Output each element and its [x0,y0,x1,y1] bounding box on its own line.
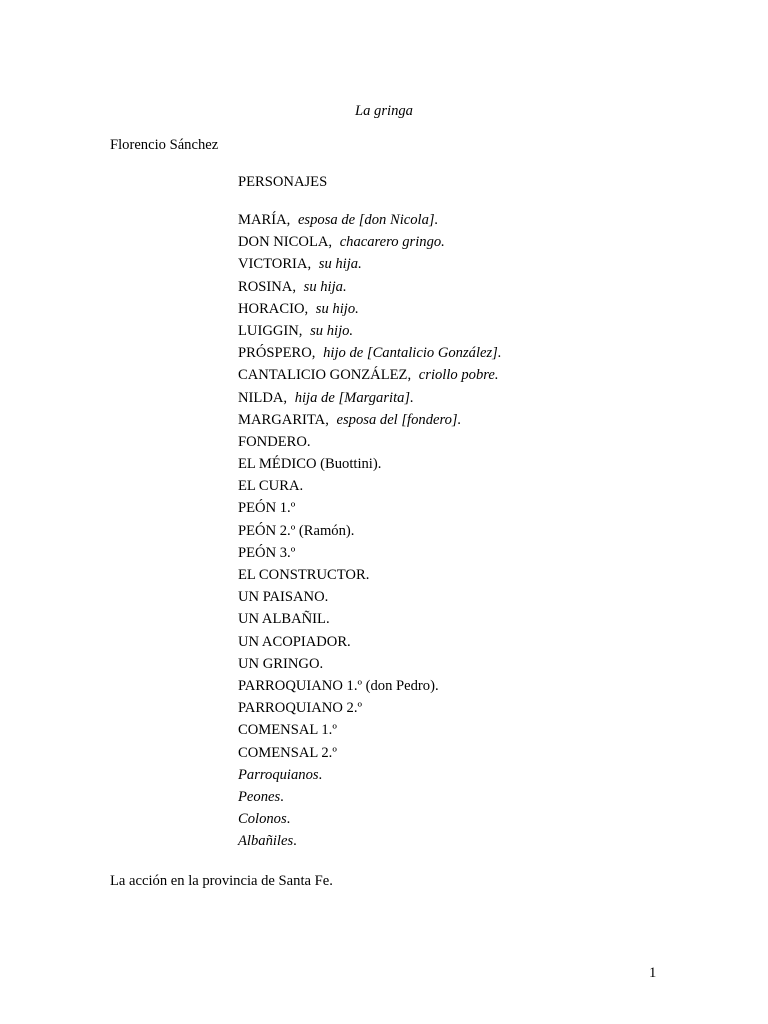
character-name: PEÓN 3.º [238,544,296,561]
cast-item [238,766,502,788]
character-role: su hija. [303,278,347,295]
character-role: esposa del [fondero]. [336,411,462,428]
character-role: su hija. [318,256,362,273]
character-name-suffix: . [318,766,323,783]
cast-item [238,677,502,699]
cast-item [238,610,502,632]
cast-list [238,211,502,854]
cast-item [238,366,502,388]
character-role: chacarero gringo. [339,234,445,251]
character-name: PRÓSPERO, [238,345,316,362]
cast-item [238,544,502,566]
cast-item [238,633,502,655]
cast-item [238,255,502,277]
character-role: hija de [Margarita]. [294,389,414,406]
character-name: FONDERO. [238,433,311,450]
character-role: su hijo. [310,322,354,339]
character-name: EL CURA. [238,478,304,495]
character-name: Albañiles [238,833,294,850]
character-name: LUIGGIN, [238,322,303,339]
character-name: Parroquianos [238,766,319,783]
cast-item [238,655,502,677]
character-name: MARGARITA, [238,411,329,428]
character-role: hijo de [Cantalicio González]. [323,345,502,362]
character-name: UN PAISANO. [238,589,329,606]
cast-item [238,389,502,411]
character-name-suffix: . [280,788,284,805]
character-name: PARROQUIANO 1.º (don Pedro). [238,677,439,694]
cast-item [238,588,502,610]
character-name: VICTORIA, [238,256,312,273]
page-number: 1 [649,965,657,981]
characters-heading: PERSONAJES [238,174,328,190]
cast-item [238,832,502,854]
character-name: COMENSAL 1.º [238,722,337,739]
cast-item [238,721,502,743]
cast-item [238,566,502,588]
cast-item [238,233,502,255]
character-name: Colonos [238,811,287,828]
cast-item [238,499,502,521]
character-name-suffix: . [293,833,297,850]
character-name: UN ALBAÑIL. [238,611,330,628]
cast-item [238,810,502,832]
setting-note: La acción en la provincia de Santa Fe. [110,873,333,889]
character-role: criollo pobre. [418,367,499,384]
play-title: La gringa [355,103,413,119]
character-role: su hijo. [315,300,359,317]
cast-item [238,322,502,344]
author-name: Florencio Sánchez [110,137,219,153]
character-name: HORACIO, [238,300,309,317]
character-name: MARÍA, [238,212,291,228]
character-name-suffix: . [286,811,291,828]
cast-item [238,477,502,499]
character-name: NILDA, [238,389,288,406]
cast-item [238,433,502,455]
character-name: DON NICOLA, [238,234,333,251]
character-role: esposa de [don Nicola]. [297,212,439,228]
cast-item [238,699,502,721]
character-name: EL MÉDICO (Buottini). [238,456,382,473]
cast-item [238,522,502,544]
cast-item [238,344,502,366]
character-name: PARROQUIANO 2.º [238,700,362,717]
character-name: COMENSAL 2.º [238,744,337,761]
cast-item [238,278,502,300]
cast-item [238,744,502,766]
character-name: Peones [238,788,281,805]
cast-item [238,300,502,322]
cast-item [238,411,502,433]
cast-item [238,455,502,477]
cast-item [238,788,502,810]
cast-item [238,211,502,233]
character-name: EL CONSTRUCTOR. [238,567,370,583]
character-name: UN GRINGO. [238,655,324,672]
character-name: PEÓN 2.º (Ramón). [238,522,355,539]
character-name: PEÓN 1.º [238,500,296,517]
character-name: UN ACOPIADOR. [238,633,351,650]
character-name: ROSINA, [238,278,296,295]
character-name: CANTALICIO GONZÁLEZ, [238,367,412,384]
